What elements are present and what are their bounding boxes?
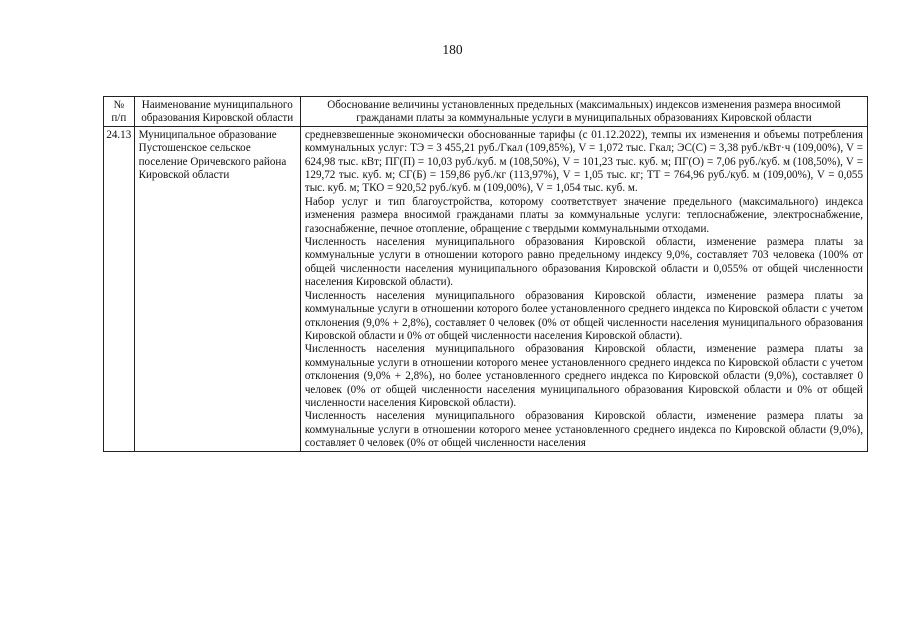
population-equal-index-paragraph: Численность населения муниципального образования Кировской области, изменение размера платы за коммунальные услуги в отношении которого равно предельному индексу 9,0%, составляет 703 человека (100% от общей численности населения муниципального образования Кировской области и 0,055% от общей численности населения Кировской области). [304,236,863,289]
row-number: 24.13 [104,126,135,451]
tariff-index-table [103,96,868,452]
table-row [104,126,868,451]
population-below-index-paragraph: Численность населения муниципального образования Кировской области, изменение размера платы за коммунальные услуги в отношении которого менее установленного среднего индекса по Кировской области (9,0%), составляет 0 человек (0% от общей численности населения [304,410,863,450]
header-row-number: № п/п [104,97,135,127]
tariffs-paragraph: средневзвешенные экономически обоснованные тарифы (с 01.12.2022), темпы их изменения и объемы потребления коммунальных услуг: ТЭ = 3 455,21 руб./Гкал (109,85%), V = 1,072 тыс. Гкал; ЭС(С) = 3,38 руб./кВт·ч (109,00%), V = 624,98 тыс. кВт; ПГ(П) = 10,03 руб./куб. м (108,50%), V = 101,23 тыс. куб. м; ПГ(О) = 7,06 руб./куб. м (108,50%), V = 129,72 тыс. куб. м; СГ(Б) = 159,86 руб./кг (113,97%), V = 1,05 тыс. кг; ТТ = 764,96 руб./куб. м (109,00%), V = 0,055 тыс. куб. м; ТКО = 920,52 руб./куб. м (109,00%), V = 1,054 тыс. куб. м. [304,128,863,195]
table-header-row [104,97,868,127]
page-number: 180 [442,42,463,57]
municipality-name: Муниципальное образование Пустошенское сельское поселение Оричевского района Кировской области [134,126,300,451]
population-between-index-paragraph: Численность населения муниципального образования Кировской области, изменение размера платы за коммунальные услуги в отношении которого менее установленного среднего индекса по Кировской области с учетом отклонения (9,0% + 2,8%), но более установленного среднего индекса по Кировской области (9,0%), составляет 0 человек (0% от общей численности населения муниципального образования Кировской области и 0% от общей численности населения Кировской области). [304,343,863,409]
justification-text [300,126,867,451]
header-municipality: Наименование муниципального образования Кировской области [134,97,300,127]
services-paragraph: Набор услуг и тип благоустройства, которому соответствует значение предельного (максимального) индекса изменения размера вносимой гражданами платы за коммунальные услуги: теплоснабжение, электроснабжение, газоснабжение, печное отопление, обращение с твердыми коммунальными отходами. [304,195,863,235]
population-above-index-paragraph: Численность населения муниципального образования Кировской области, изменение размера платы за коммунальные услуги в отношении которого более установленного среднего индекса по Кировской области с учетом отклонения (9,0% + 2,8%), составляет 0 человек (0% от общей численности населения муниципального образования Кировской области и 0% от общей численности населения Кировской области). [304,289,863,342]
header-justification: Обоснование величины установленных предельных (максимальных) индексов изменения размера вносимой гражданами платы за коммунальные услуги в муниципальных образованиях Кировской области [300,97,867,127]
